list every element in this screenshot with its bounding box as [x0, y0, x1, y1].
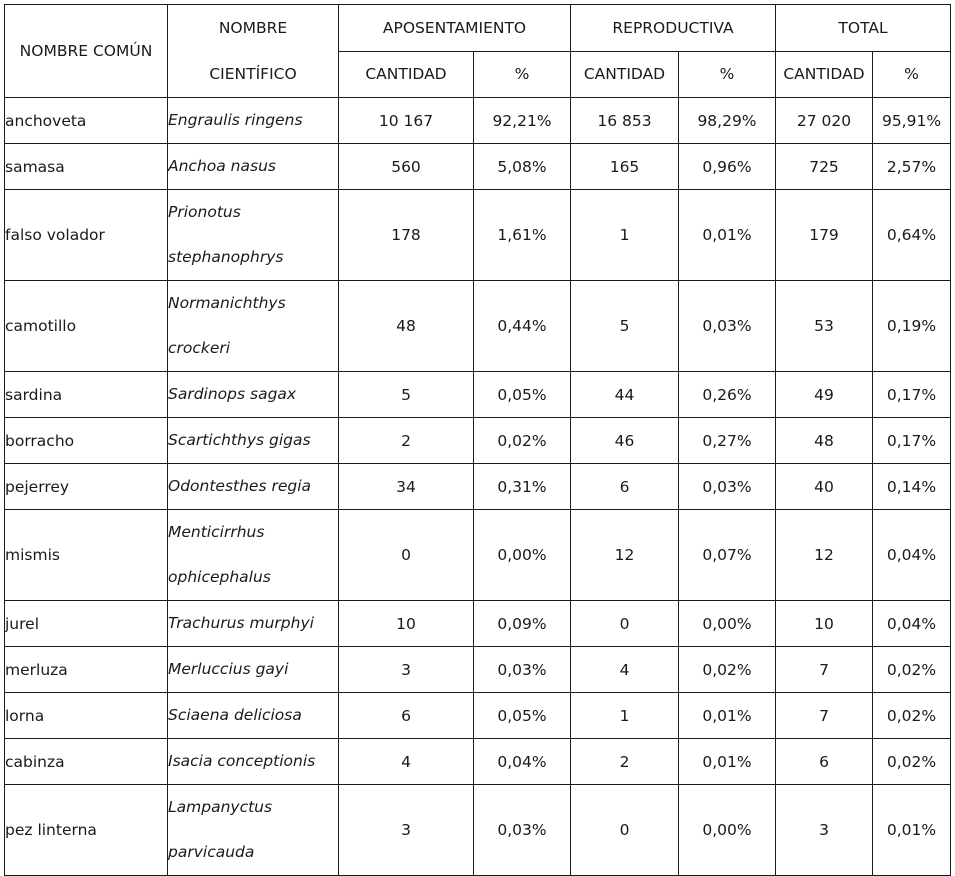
- cell-scientific-line1: Normanichthys: [168, 294, 286, 312]
- cell-scientific-line2: parvicauda: [168, 843, 255, 861]
- cell-tot-percent: 0,02%: [873, 739, 951, 785]
- cell-apo-quantity: 0: [339, 510, 474, 601]
- header-scientific-name: [168, 5, 339, 98]
- header-rep-percent: %: [679, 51, 776, 98]
- table-row: [5, 372, 951, 418]
- cell-scientific-name: [168, 739, 339, 785]
- cell-apo-percent: 0,09%: [474, 601, 571, 647]
- cell-scientific-name: [168, 98, 339, 144]
- cell-apo-quantity: 2: [339, 418, 474, 464]
- header-apo-percent: %: [474, 51, 571, 98]
- cell-tot-percent: 2,57%: [873, 144, 951, 190]
- cell-rep-quantity: 1: [571, 190, 679, 281]
- table-row: [5, 739, 951, 785]
- cell-scientific-line2: stephanophrys: [168, 248, 284, 266]
- cell-scientific-line1: Sciaena deliciosa: [168, 706, 302, 724]
- cell-rep-percent: 0,01%: [679, 739, 776, 785]
- header-group-total: TOTAL: [776, 5, 951, 52]
- cell-apo-percent: 0,31%: [474, 464, 571, 510]
- cell-tot-quantity: 7: [776, 693, 873, 739]
- cell-apo-percent: 0,02%: [474, 418, 571, 464]
- cell-apo-percent: 0,03%: [474, 647, 571, 693]
- table-row: [5, 693, 951, 739]
- cell-scientific-name: [168, 281, 339, 372]
- cell-tot-quantity: 53: [776, 281, 873, 372]
- cell-common-name: pez linterna: [5, 785, 168, 876]
- cell-apo-percent: 0,05%: [474, 693, 571, 739]
- cell-rep-percent: 0,03%: [679, 464, 776, 510]
- cell-tot-quantity: 7: [776, 647, 873, 693]
- cell-scientific-line2: crockeri: [168, 339, 231, 357]
- cell-rep-percent: 0,96%: [679, 144, 776, 190]
- cell-tot-quantity: 725: [776, 144, 873, 190]
- cell-scientific-name: [168, 190, 339, 281]
- cell-rep-quantity: 2: [571, 739, 679, 785]
- header-group-reproductiva: REPRODUCTIVA: [571, 5, 776, 52]
- cell-tot-percent: 0,64%: [873, 190, 951, 281]
- cell-apo-quantity: 48: [339, 281, 474, 372]
- table-row: [5, 647, 951, 693]
- cell-common-name: mismis: [5, 510, 168, 601]
- cell-scientific-line1: Isacia conceptionis: [168, 752, 316, 770]
- header-scientific-line1: NOMBRE: [218, 19, 288, 37]
- cell-rep-percent: 0,03%: [679, 281, 776, 372]
- cell-apo-quantity: 10 167: [339, 98, 474, 144]
- cell-tot-percent: 0,17%: [873, 372, 951, 418]
- cell-rep-percent: 0,01%: [679, 190, 776, 281]
- cell-tot-percent: 0,02%: [873, 647, 951, 693]
- cell-tot-quantity: 48: [776, 418, 873, 464]
- cell-apo-percent: 0,44%: [474, 281, 571, 372]
- cell-common-name: pejerrey: [5, 464, 168, 510]
- cell-scientific-name: [168, 647, 339, 693]
- cell-tot-quantity: 6: [776, 739, 873, 785]
- cell-rep-quantity: 6: [571, 464, 679, 510]
- header-tot-percent: %: [873, 51, 951, 98]
- cell-apo-percent: 5,08%: [474, 144, 571, 190]
- cell-rep-quantity: 46: [571, 418, 679, 464]
- cell-tot-quantity: 3: [776, 785, 873, 876]
- cell-apo-quantity: 560: [339, 144, 474, 190]
- cell-apo-quantity: 34: [339, 464, 474, 510]
- cell-tot-percent: 0,17%: [873, 418, 951, 464]
- cell-apo-quantity: 5: [339, 372, 474, 418]
- cell-scientific-name: [168, 418, 339, 464]
- cell-rep-quantity: 0: [571, 785, 679, 876]
- cell-scientific-name: [168, 693, 339, 739]
- cell-apo-quantity: 178: [339, 190, 474, 281]
- cell-scientific-line1: Anchoa nasus: [168, 157, 276, 175]
- cell-rep-quantity: 16 853: [571, 98, 679, 144]
- cell-rep-quantity: 0: [571, 601, 679, 647]
- cell-scientific-line1: Menticirrhus: [168, 523, 265, 541]
- cell-tot-percent: 0,01%: [873, 785, 951, 876]
- cell-rep-quantity: 165: [571, 144, 679, 190]
- cell-apo-percent: 0,03%: [474, 785, 571, 876]
- cell-rep-quantity: 44: [571, 372, 679, 418]
- table-row: [5, 281, 951, 372]
- table-row: [5, 510, 951, 601]
- header-common-name: NOMBRE COMÚN: [5, 5, 168, 98]
- cell-scientific-name: [168, 144, 339, 190]
- cell-scientific-name: [168, 785, 339, 876]
- cell-rep-percent: 0,00%: [679, 785, 776, 876]
- cell-tot-percent: 95,91%: [873, 98, 951, 144]
- cell-common-name: jurel: [5, 601, 168, 647]
- cell-tot-quantity: 40: [776, 464, 873, 510]
- cell-rep-quantity: 12: [571, 510, 679, 601]
- cell-scientific-name: [168, 601, 339, 647]
- cell-apo-percent: 0,00%: [474, 510, 571, 601]
- header-apo-quantity: CANTIDAD: [339, 51, 474, 98]
- table-body: [5, 98, 951, 876]
- cell-apo-quantity: 3: [339, 785, 474, 876]
- cell-scientific-line1: Merluccius gayi: [168, 660, 289, 678]
- header-scientific-line2: CIENTÍFICO: [209, 65, 297, 83]
- cell-scientific-name: [168, 464, 339, 510]
- cell-tot-percent: 0,04%: [873, 510, 951, 601]
- cell-tot-quantity: 27 020: [776, 98, 873, 144]
- cell-common-name: falso volador: [5, 190, 168, 281]
- cell-scientific-line2: ophicephalus: [168, 568, 271, 586]
- cell-tot-percent: 0,19%: [873, 281, 951, 372]
- cell-rep-percent: 0,07%: [679, 510, 776, 601]
- table-row: [5, 601, 951, 647]
- cell-apo-quantity: 3: [339, 647, 474, 693]
- cell-apo-quantity: 6: [339, 693, 474, 739]
- header-group-aposentamiento: APOSENTAMIENTO: [339, 5, 571, 52]
- table-row: [5, 98, 951, 144]
- cell-apo-quantity: 10: [339, 601, 474, 647]
- cell-tot-quantity: 10: [776, 601, 873, 647]
- cell-scientific-line1: Prionotus: [168, 203, 241, 221]
- table-row: [5, 785, 951, 876]
- cell-tot-percent: 0,02%: [873, 693, 951, 739]
- cell-scientific-line1: Sardinops sagax: [168, 385, 297, 403]
- species-table: [4, 4, 951, 876]
- cell-scientific-line1: Engraulis ringens: [168, 111, 303, 129]
- cell-tot-quantity: 49: [776, 372, 873, 418]
- cell-rep-percent: 0,00%: [679, 601, 776, 647]
- cell-scientific-line1: Trachurus murphyi: [168, 614, 314, 632]
- cell-scientific-line1: Scartichthys gigas: [168, 431, 311, 449]
- cell-apo-percent: 92,21%: [474, 98, 571, 144]
- cell-scientific-name: [168, 372, 339, 418]
- cell-apo-percent: 0,05%: [474, 372, 571, 418]
- table-row: [5, 190, 951, 281]
- cell-scientific-line1: Odontesthes regia: [168, 477, 312, 495]
- table-row: [5, 144, 951, 190]
- cell-common-name: lorna: [5, 693, 168, 739]
- cell-rep-percent: 0,02%: [679, 647, 776, 693]
- cell-scientific-line1: Lampanyctus: [168, 798, 273, 816]
- table-row: [5, 418, 951, 464]
- cell-rep-percent: 0,26%: [679, 372, 776, 418]
- cell-apo-quantity: 4: [339, 739, 474, 785]
- cell-scientific-name: [168, 510, 339, 601]
- cell-tot-quantity: 179: [776, 190, 873, 281]
- cell-rep-quantity: 5: [571, 281, 679, 372]
- cell-tot-quantity: 12: [776, 510, 873, 601]
- cell-common-name: anchoveta: [5, 98, 168, 144]
- cell-common-name: borracho: [5, 418, 168, 464]
- cell-common-name: merluza: [5, 647, 168, 693]
- cell-apo-percent: 0,04%: [474, 739, 571, 785]
- table-header: [5, 5, 951, 98]
- header-rep-quantity: CANTIDAD: [571, 51, 679, 98]
- cell-common-name: camotillo: [5, 281, 168, 372]
- cell-tot-percent: 0,14%: [873, 464, 951, 510]
- cell-rep-percent: 0,27%: [679, 418, 776, 464]
- cell-rep-percent: 98,29%: [679, 98, 776, 144]
- cell-apo-percent: 1,61%: [474, 190, 571, 281]
- cell-common-name: sardina: [5, 372, 168, 418]
- cell-rep-percent: 0,01%: [679, 693, 776, 739]
- cell-rep-quantity: 4: [571, 647, 679, 693]
- cell-common-name: samasa: [5, 144, 168, 190]
- cell-common-name: cabinza: [5, 739, 168, 785]
- header-tot-quantity: CANTIDAD: [776, 51, 873, 98]
- cell-rep-quantity: 1: [571, 693, 679, 739]
- cell-tot-percent: 0,04%: [873, 601, 951, 647]
- table-row: [5, 464, 951, 510]
